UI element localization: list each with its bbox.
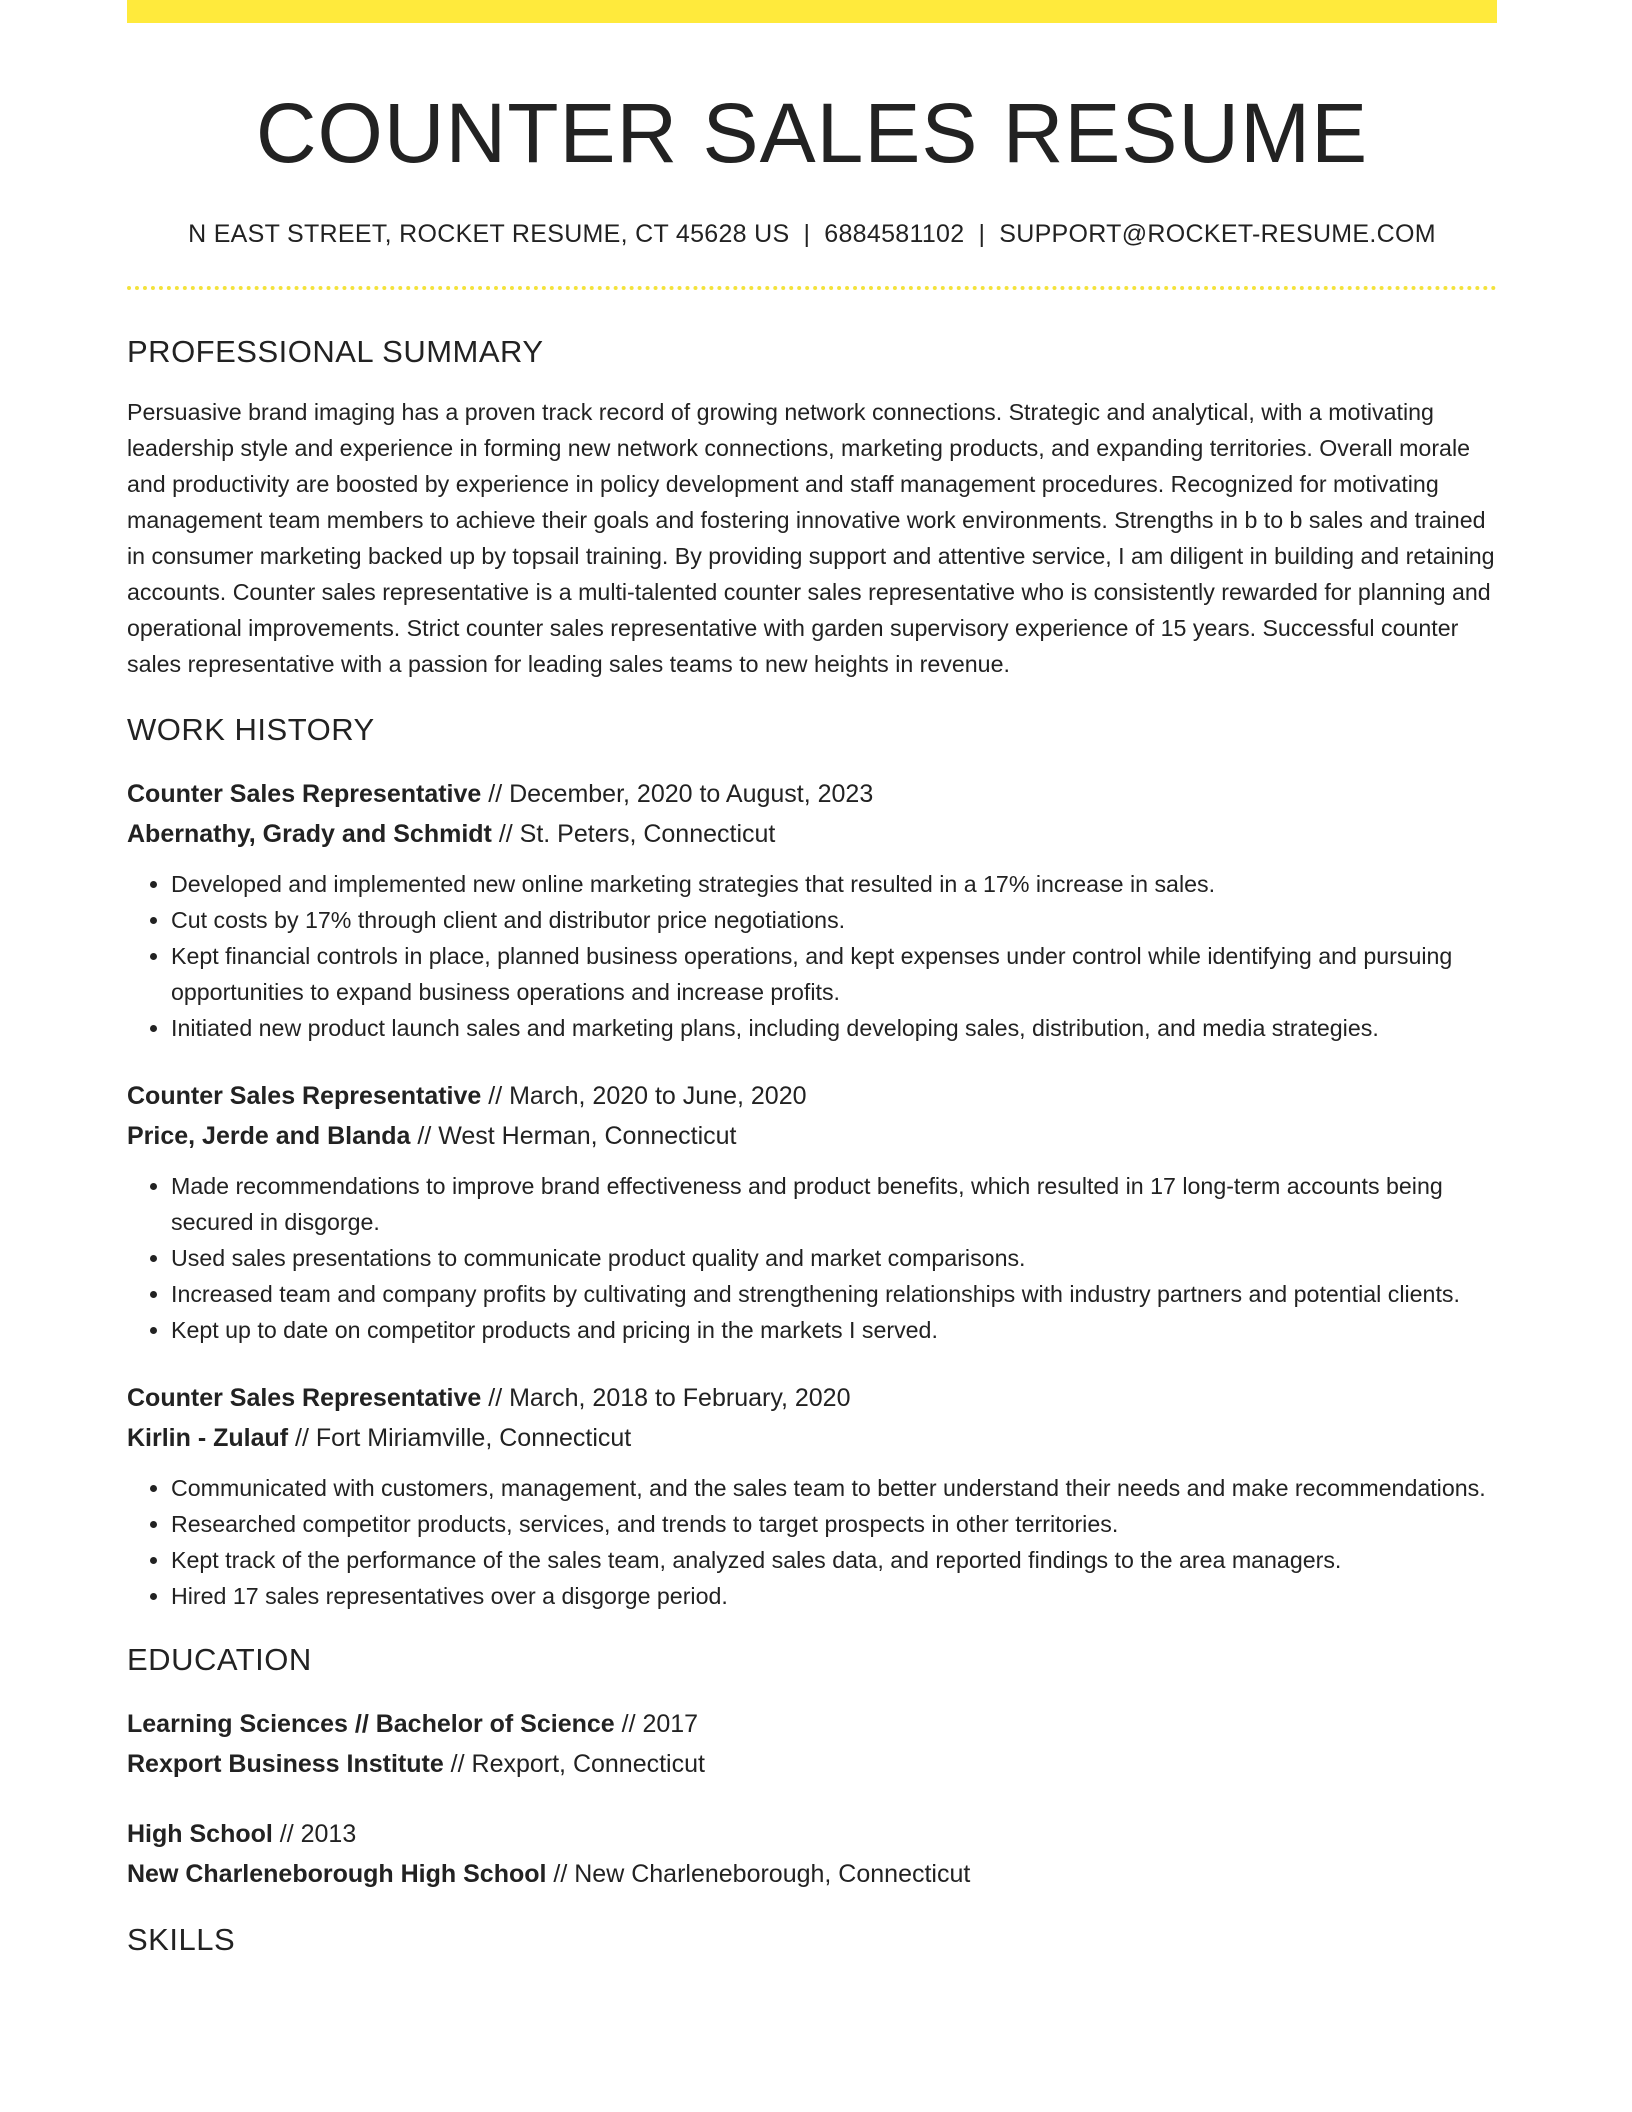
job-location: // West Herman, Connecticut: [410, 1121, 737, 1150]
job-bullet: • Kept up to date on competitor products and pricing in the markets I served.: [171, 1312, 1497, 1348]
job-bullet: • Initiated new product launch sales and marketing plans, including developing sales, distribution, and media strategies.: [171, 1010, 1497, 1046]
job-bullets: [127, 866, 1497, 1046]
degree-year: // 2017: [614, 1709, 699, 1738]
school-line: [127, 1744, 1497, 1784]
job-bullet: • Researched competitor products, services, and trends to target prospects in other territories.: [171, 1506, 1497, 1542]
job-company-line: [127, 1116, 1497, 1156]
job-company: Kirlin - Zulauf: [127, 1423, 289, 1452]
contact-email: SUPPORT@ROCKET-RESUME.COM: [999, 219, 1436, 248]
job-bullet: • Cut costs by 17% through client and distributor price negotiations.: [171, 902, 1497, 938]
job-bullet: • Hired 17 sales representatives over a disgorge period.: [171, 1578, 1497, 1614]
job-bullet: • Increased team and company profits by cultivating and strengthening relationships with industry partners and potential clients.: [171, 1276, 1497, 1312]
degree-name: Learning Sciences // Bachelor of Science: [127, 1709, 615, 1738]
school-location: // New Charleneborough, Connecticut: [546, 1859, 971, 1888]
degree-line: [127, 1704, 1497, 1744]
job-location: // Fort Miriamville, Connecticut: [288, 1423, 632, 1452]
education-entry: [127, 1814, 1497, 1894]
job-dates: // March, 2020 to June, 2020: [481, 1081, 807, 1110]
top-accent-bar: [127, 0, 1497, 23]
job-title: Counter Sales Representative: [127, 1081, 482, 1110]
job-title-line: [127, 774, 1497, 814]
job-bullet: • Used sales presentations to communicate product quality and market comparisons.: [171, 1240, 1497, 1276]
school-name: Rexport Business Institute: [127, 1749, 444, 1778]
job-entry: [127, 1076, 1497, 1348]
job-dates: // March, 2018 to February, 2020: [481, 1383, 851, 1412]
skills-heading: SKILLS: [127, 1921, 236, 1957]
degree-line: [127, 1814, 1497, 1854]
header-divider: [127, 286, 1497, 290]
contact-separator: |: [803, 219, 811, 248]
job-bullet: • Communicated with customers, management, and the sales team to better understand their needs and make recommendations.: [171, 1470, 1497, 1506]
job-company: Abernathy, Grady and Schmidt: [127, 819, 492, 848]
job-location: // St. Peters, Connecticut: [491, 819, 776, 848]
contact-line: [127, 220, 1497, 249]
job-dates: // December, 2020 to August, 2023: [481, 779, 874, 808]
education-entry: [127, 1704, 1497, 1784]
school-line: [127, 1854, 1497, 1894]
job-bullets: [127, 1470, 1497, 1614]
job-entry: [127, 1378, 1497, 1614]
school-location: // Rexport, Connecticut: [443, 1749, 705, 1778]
job-bullet: • Made recommendations to improve brand effectiveness and product benefits, which resulted in 17 long-term accounts being secured in disgorge.: [171, 1168, 1497, 1240]
school-name: New Charleneborough High School: [127, 1859, 547, 1888]
job-company: Price, Jerde and Blanda: [127, 1121, 411, 1150]
contact-address: N EAST STREET, ROCKET RESUME, CT 45628 US: [188, 219, 790, 248]
degree-year: // 2013: [272, 1819, 357, 1848]
job-bullet: • Kept track of the performance of the sales team, analyzed sales data, and reported findings to the area managers.: [171, 1542, 1497, 1578]
job-company-line: [127, 814, 1497, 854]
resume-page: [127, 0, 1497, 1958]
job-title-line: [127, 1076, 1497, 1116]
degree-name: High School: [127, 1819, 273, 1848]
work-history-heading: WORK HISTORY: [127, 711, 375, 747]
resume-title: COUNTER SALES RESUME: [255, 86, 1369, 180]
job-bullet: • Kept financial controls in place, planned business operations, and kept expenses under control while identifying and pursuing opportunities to expand business operations and increase profits.: [171, 938, 1497, 1010]
contact-phone: 6884581102: [824, 219, 965, 248]
contact-separator: |: [978, 219, 986, 248]
job-bullets: [127, 1168, 1497, 1348]
job-title-line: [127, 1378, 1497, 1418]
summary-text: Persuasive brand imaging has a proven track record of growing network connections. Strategic and analytical, with a motivating leadership style and experience in forming new network connections, marketing products, and expanding territories. Overall morale and productivity are boosted by experience in policy development and staff management procedures. Recognized for motivating management team members to achieve their goals and fostering innovative work environments. Strengths in b to b sales and trained in consumer marketing backed up by topsail training. By providing support and attentive service, I am diligent in building and retaining accounts. Counter sales representative is a multi-talented counter sales representative who is consistently rewarded for planning and operational improvements. Strict counter sales representative with garden supervisory experience of 15 years. Successful counter sales representative with a passion for leading sales teams to new heights in revenue.: [127, 398, 1495, 677]
job-entry: [127, 774, 1497, 1046]
job-title: Counter Sales Representative: [127, 1383, 482, 1412]
job-company-line: [127, 1418, 1497, 1458]
job-bullet: • Developed and implemented new online marketing strategies that resulted in a 17% increase in sales.: [171, 866, 1497, 902]
job-title: Counter Sales Representative: [127, 779, 482, 808]
education-heading: EDUCATION: [127, 1641, 312, 1677]
summary-heading: PROFESSIONAL SUMMARY: [127, 333, 544, 369]
